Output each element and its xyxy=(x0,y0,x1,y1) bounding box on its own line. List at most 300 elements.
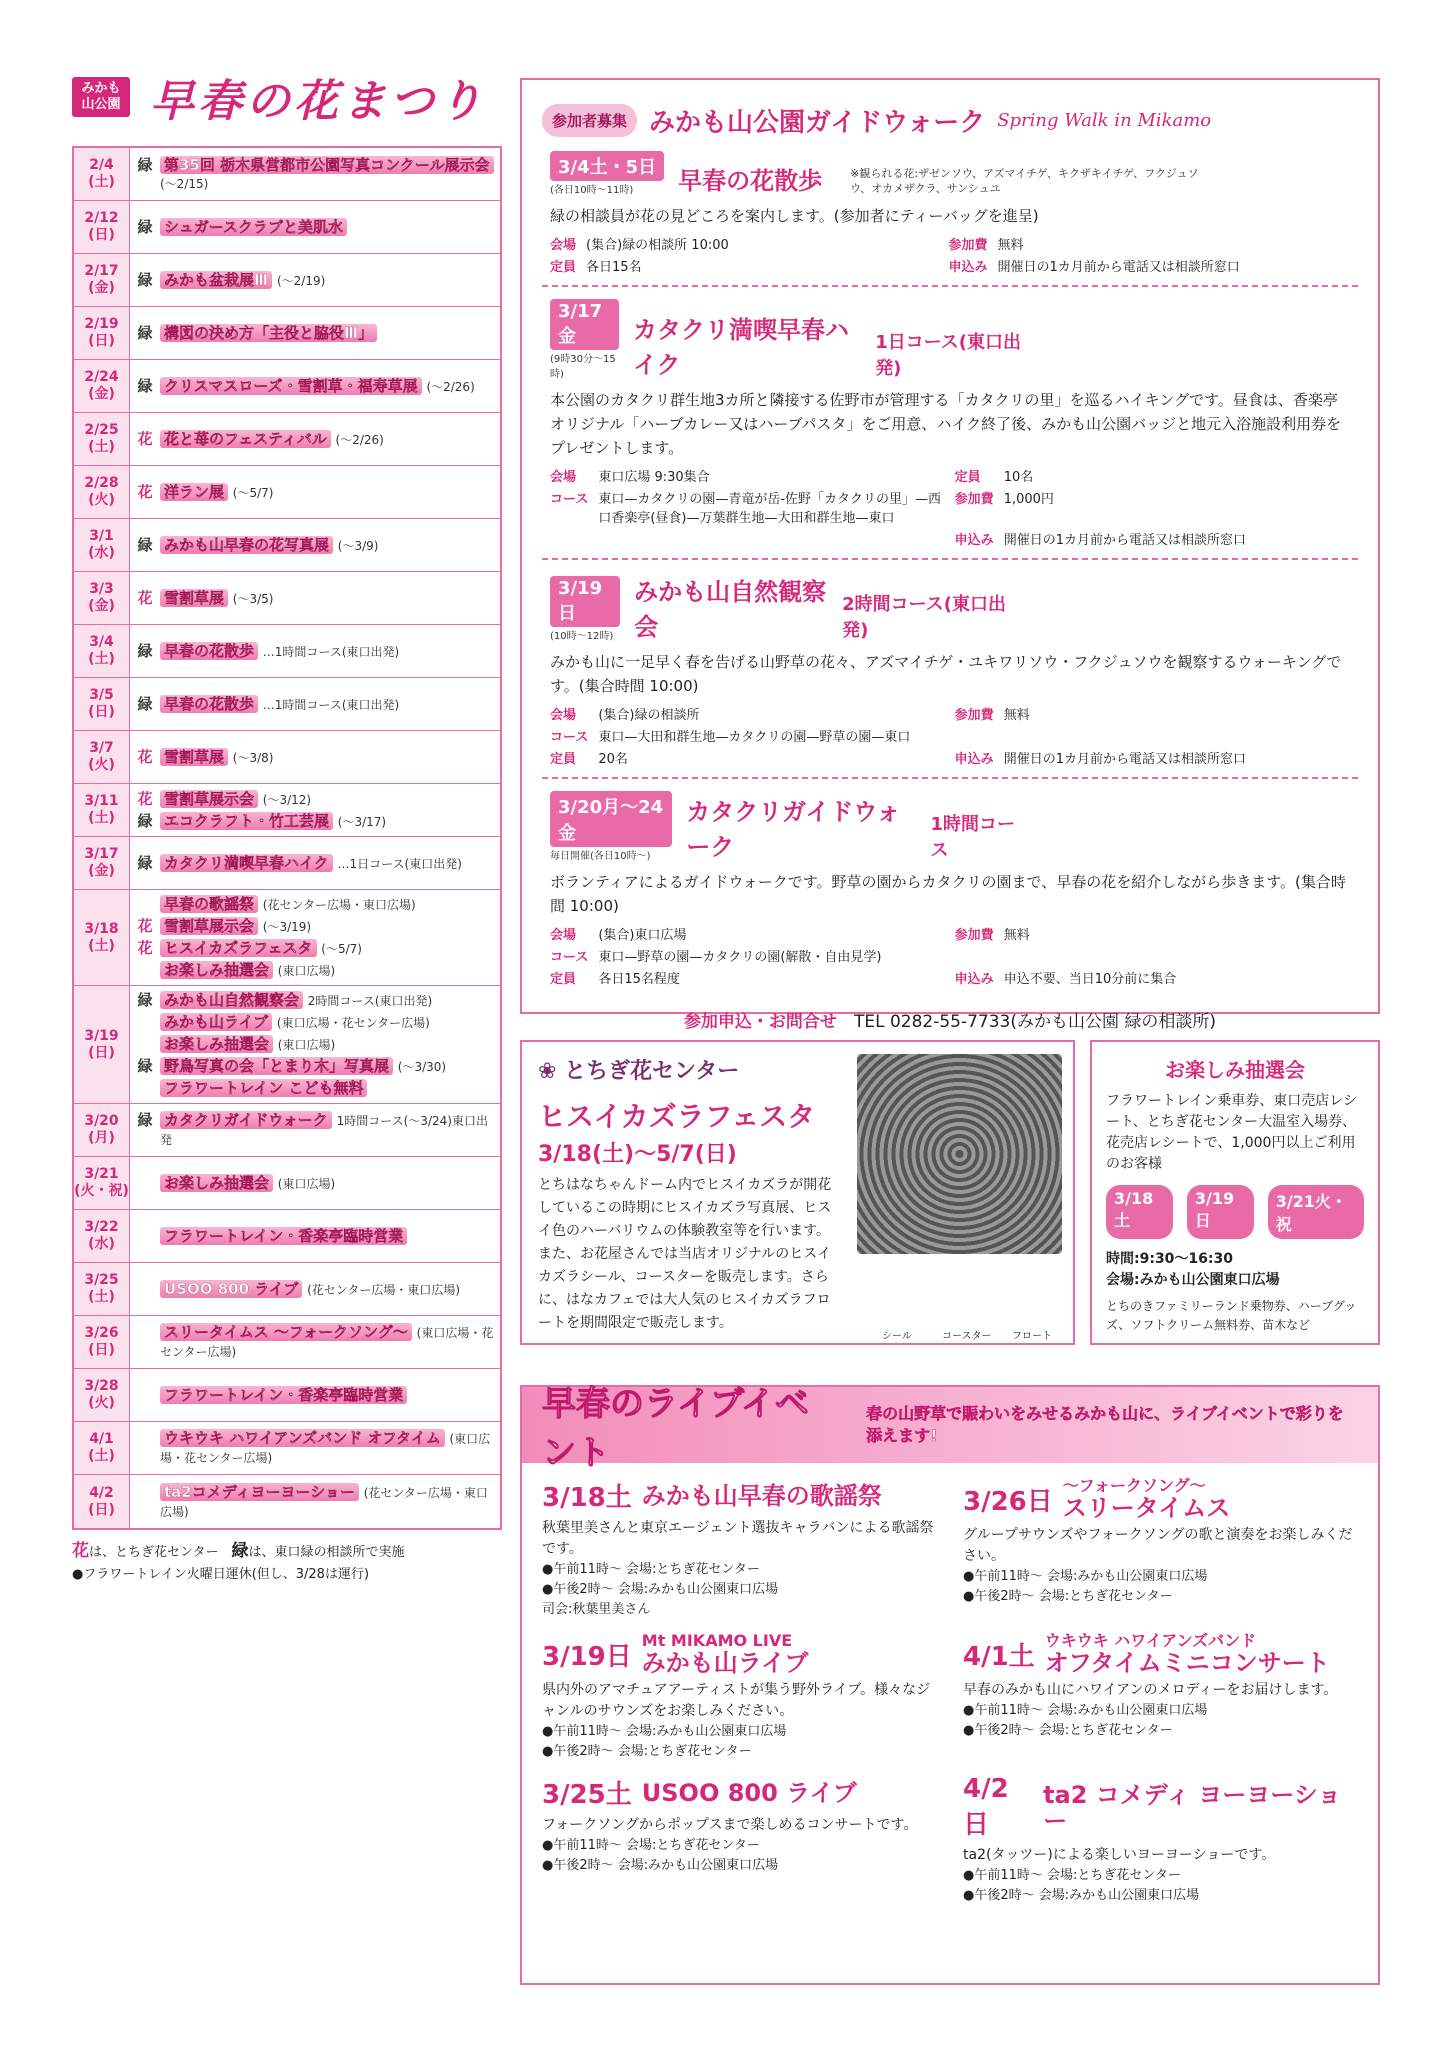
live-header xyxy=(522,1384,1378,1473)
live-event-name: ta2 コメディ ヨーヨーショー xyxy=(1043,1780,1342,1835)
live-event-description: 早春のみかも山にハワイアンのメロディーをお届けします。 xyxy=(963,1682,1338,1698)
event-note: …1日コース(東口出発) xyxy=(337,856,462,871)
walk-info-cell: 申込不要、当日10分前に集合 xyxy=(1003,972,1177,987)
schedule-events xyxy=(130,731,500,783)
venue-mark: 花 xyxy=(137,482,153,501)
walk-info-cell xyxy=(1004,726,1350,745)
event-text xyxy=(160,1079,367,1098)
schedule-row xyxy=(74,519,500,572)
event-note: 2時間コース(東口出発) xyxy=(307,994,433,1008)
event-name: ta2コメディヨーヨーショー xyxy=(160,1483,359,1501)
walk-info-cell: 申込み xyxy=(954,752,994,767)
walk-info-cell: 会場 xyxy=(550,470,577,485)
live-event xyxy=(963,1632,1358,1762)
schedule-row xyxy=(74,1104,500,1157)
schedule-event xyxy=(136,790,496,809)
walk-header xyxy=(550,151,1350,196)
walk-info-cell: (集合)緑の相談所 xyxy=(598,708,700,723)
schedule-event xyxy=(136,1429,496,1467)
schedule-event xyxy=(136,961,496,980)
schedule-event xyxy=(136,1227,496,1246)
schedule-date: 3/3 (金) xyxy=(74,572,130,624)
event-note: 1時間コース(〜3/24)東口出発 xyxy=(160,1114,488,1147)
schedule-row xyxy=(74,1475,500,1528)
event-name: フラワートレイン・香楽亭臨時営業 xyxy=(160,1227,407,1245)
caption-float: フロート xyxy=(1012,1331,1052,1342)
event-text xyxy=(160,324,377,343)
lottery-box xyxy=(1090,1040,1380,1345)
live-event-header xyxy=(963,1477,1358,1521)
walk-header xyxy=(550,572,1350,642)
event-text xyxy=(160,1227,407,1246)
event-name: 早春の花散歩 xyxy=(160,695,258,713)
walk-info-cell: 無料 xyxy=(997,238,1024,253)
schedule-events xyxy=(130,413,500,465)
walk-date-block xyxy=(550,299,619,380)
schedule-row xyxy=(74,1157,500,1210)
schedule-date: 3/26 (日) xyxy=(74,1316,130,1368)
event-name: 早春の歌謡祭 xyxy=(160,895,258,913)
event-text xyxy=(160,642,399,661)
lottery-title: お楽しみ抽選会 xyxy=(1165,1058,1305,1082)
walk-info-cell: 1,000円 xyxy=(1003,492,1054,507)
event-name: 雪割草展示会 xyxy=(160,790,258,808)
schedule-event xyxy=(136,218,496,237)
walk-description: 本公園のカタクリ群生地3カ所と隣接する佐野市が管理する「カタクリの里」を巡るハイキングです。昼食は、香楽亭オリジナル「ハーブカレー又はハーブパスタ」をご用意、ハイク終了後、みかも山公園バッジと地元入浴施設利用券をプレゼントします。 xyxy=(550,391,1342,457)
event-text xyxy=(160,812,386,831)
schedule-row xyxy=(74,1210,500,1263)
walk-header xyxy=(550,299,1350,380)
walk-time: 毎日開催(各日10時〜) xyxy=(550,851,651,862)
live-event-description: フォークソングからポップスまで楽しめるコンサートです。 xyxy=(542,1817,918,1833)
event-name: ウキウキ ハワイアンズバンド オフタイム xyxy=(160,1429,445,1447)
schedule-row xyxy=(74,201,500,254)
lottery-dates xyxy=(1106,1185,1364,1239)
event-text xyxy=(160,1323,496,1361)
schedule-event xyxy=(136,1079,496,1098)
schedule-event xyxy=(136,1174,496,1193)
schedule-row xyxy=(74,254,500,307)
live-event-name: USOO 800 ライブ xyxy=(641,1778,857,1807)
walk-info-cell: 各日15名程度 xyxy=(598,972,680,987)
walk-info xyxy=(550,234,1350,275)
live-event-time: ●午後2時〜 会場:とちぎ花センター xyxy=(963,1589,1173,1604)
event-name: カタクリ満喫早春ハイク xyxy=(160,854,333,872)
event-text xyxy=(160,1280,460,1299)
event-note: (〜3/8) xyxy=(232,750,274,765)
schedule-event xyxy=(136,271,496,290)
event-text xyxy=(160,483,273,502)
walk-item xyxy=(542,139,1358,287)
schedule-event xyxy=(136,939,496,958)
schedule-row xyxy=(74,307,500,360)
event-note: (花センター広場・東口広場) xyxy=(262,898,416,912)
schedule-row xyxy=(74,837,500,890)
event-name: 花と苺のフェスティバル xyxy=(160,430,331,448)
schedule-events xyxy=(130,519,500,571)
event-text xyxy=(160,1111,496,1149)
live-event-names xyxy=(1063,1477,1231,1521)
schedule-event xyxy=(136,991,496,1010)
schedule-date: 4/2 (日) xyxy=(74,1475,130,1528)
schedule-row xyxy=(74,360,500,413)
event-note: (〜3/17) xyxy=(337,814,387,829)
schedule-date: 3/7 (火) xyxy=(74,731,130,783)
midori-legend: は、東口緑の相談所で実施 xyxy=(248,1545,405,1560)
live-event-date: 4/1土 xyxy=(963,1641,1035,1672)
walk-date: 3/19日 xyxy=(550,576,620,627)
schedule-event xyxy=(136,589,496,608)
live-event xyxy=(963,1774,1358,1906)
schedule-events xyxy=(130,625,500,677)
walk-title: みかも山自然観察会 xyxy=(634,578,827,641)
caption-coaster: コースター xyxy=(942,1331,992,1342)
live-event xyxy=(542,1477,937,1620)
event-name: お楽しみ抽選会 xyxy=(160,1035,273,1053)
schedule-row xyxy=(74,1263,500,1316)
live-event-date: 3/26日 xyxy=(963,1486,1053,1517)
schedule-date: 2/17 (金) xyxy=(74,254,130,306)
schedule-date: 3/28 (火) xyxy=(74,1369,130,1421)
event-text xyxy=(160,1057,446,1076)
event-note: (〜3/5) xyxy=(232,591,274,606)
schedule-events xyxy=(130,1475,500,1528)
live-event-time: ●午後2時〜 会場:みかも山公園東口広場 xyxy=(542,1582,779,1597)
schedule-event xyxy=(136,324,496,343)
event-text xyxy=(160,961,335,980)
event-note: (〜3/19) xyxy=(262,920,312,934)
walk-date: 3/17金 xyxy=(550,299,619,350)
event-text xyxy=(160,917,311,936)
event-text xyxy=(160,536,378,555)
schedule-event xyxy=(136,1035,496,1054)
event-name: シュガースクラブと美肌水 xyxy=(160,218,347,236)
schedule-event xyxy=(136,748,496,767)
live-event-name: みかも山ライブ xyxy=(641,1649,809,1677)
event-name: みかも盆栽展Ⅲ xyxy=(160,271,272,289)
schedule-events xyxy=(130,1210,500,1262)
event-note: (〜2/26) xyxy=(426,379,475,394)
schedule-events xyxy=(130,837,500,889)
live-event-time: ●午後2時〜 会場:みかも山公園東口広場 xyxy=(963,1888,1200,1903)
live-subtitle: 春の山野草で賑わいをみせるみかも山に、ライブイベントで彩りを添えます! xyxy=(866,1404,1344,1445)
walk-title: カタクリ満喫早春ハイク xyxy=(632,316,849,379)
event-text xyxy=(160,377,475,396)
schedule-row xyxy=(74,1422,500,1475)
schedule-events xyxy=(130,572,500,624)
venue-mark: 緑 xyxy=(137,641,153,660)
live-event-grid xyxy=(522,1463,1378,1932)
schedule-event xyxy=(136,1057,496,1076)
walk-info xyxy=(550,704,1350,767)
event-note: (花センター広場・東口広場) xyxy=(307,1282,461,1297)
schedule-event xyxy=(136,1013,496,1032)
schedule-events xyxy=(130,1316,500,1368)
venue-mark: 緑 xyxy=(137,694,153,713)
walk-info-cell: 会場 xyxy=(550,928,577,943)
live-event-name: オフタイムミニコンサート xyxy=(1044,1649,1330,1677)
schedule-events xyxy=(130,466,500,518)
event-text xyxy=(160,790,311,809)
event-name: 早春の花散歩 xyxy=(160,642,258,660)
event-text xyxy=(160,589,273,608)
walk-date: 3/20月〜24金 xyxy=(550,791,672,847)
walk-info-cell: 20名 xyxy=(598,752,628,767)
lottery-info xyxy=(1106,1249,1364,1291)
event-text xyxy=(160,895,416,914)
schedule-event xyxy=(136,895,496,914)
live-event xyxy=(963,1477,1358,1620)
lottery-date: 3/18土 xyxy=(1106,1185,1173,1239)
event-name: みかも山ライブ xyxy=(160,1013,272,1031)
schedule-date: 2/25 (土) xyxy=(74,413,130,465)
hana-legend: は、とちぎ花センター xyxy=(89,1545,219,1560)
live-event-time: ●午前11時〜 会場:みかも山公園東口広場 xyxy=(542,1724,787,1739)
live-event-names xyxy=(642,1483,882,1509)
venue-mark: 緑 xyxy=(137,155,153,174)
event-text xyxy=(160,1483,496,1521)
event-text xyxy=(160,430,384,449)
walk-info-cell xyxy=(1004,946,1350,965)
live-event-time: ●午後2時〜 会場:とちぎ花センター xyxy=(963,1723,1173,1738)
event-note: (〜3/12) xyxy=(262,792,312,807)
train-note: ●フラワートレイン火曜日運休(但し、3/28は運行) xyxy=(72,1567,370,1582)
caption-sticker: シール xyxy=(882,1331,912,1342)
event-name: みかも山自然観察会 xyxy=(160,991,303,1009)
event-note: (〜2/26) xyxy=(335,432,384,447)
schedule-date: 3/5 (日) xyxy=(74,678,130,730)
live-title: 早春のライブイベント xyxy=(542,1384,809,1473)
fes-description: とちはなちゃんドーム内でヒスイカズラが開花しているこの時期にヒスイカズラ写真展、ヒスイ色のハーバリウムの体験教室等を行います。また、お花屋さんでは当店オリジナルのヒスイカズラシール、コースターを販売します。さらに、はなカフェでは大人気のヒスイカズラフロートを期間限定で販売します。 xyxy=(538,1177,832,1331)
event-note: (〜2/19) xyxy=(276,273,326,288)
legend xyxy=(72,1540,502,1586)
live-event-header xyxy=(963,1774,1358,1841)
event-text xyxy=(160,1035,335,1054)
event-name: エコクラフト・竹工芸展 xyxy=(160,812,333,830)
guide-walk-section xyxy=(520,78,1380,1032)
jade-vine-photo xyxy=(857,1054,1062,1254)
schedule-date: 4/1 (土) xyxy=(74,1422,130,1474)
event-note: (東口広場) xyxy=(277,964,336,978)
schedule-event xyxy=(136,156,496,193)
schedule-date: 3/11 (土) xyxy=(74,784,130,836)
walk-info-cell: 東口—野草の園—カタクリの園(解散・自由見学) xyxy=(598,950,882,965)
walk-item xyxy=(542,560,1358,779)
live-event-time: ●午前11時〜 会場:とちぎ花センター xyxy=(963,1868,1181,1883)
schedule-event xyxy=(136,917,496,936)
event-note: (〜5/7) xyxy=(232,485,274,500)
schedule-events xyxy=(130,254,500,306)
live-event-names xyxy=(1045,1632,1330,1676)
live-event-names xyxy=(642,1632,809,1676)
event-name: 野鳥写真の会「とまり木」写真展 xyxy=(160,1057,393,1075)
event-schedule xyxy=(72,146,502,1530)
schedule-events xyxy=(130,201,500,253)
walk-info xyxy=(550,466,1350,548)
venue-mark: 緑 xyxy=(137,991,153,1009)
event-text xyxy=(160,1386,407,1405)
live-event-header xyxy=(542,1477,937,1514)
event-note: (〜3/30) xyxy=(397,1060,447,1074)
live-event xyxy=(542,1774,937,1906)
walk-info-cell: 開催日の1カ月前から電話又は相談所窓口 xyxy=(1003,533,1246,548)
schedule-event xyxy=(136,1323,496,1361)
walk-info-cell: 東口—大田和群生地—カタクリの園—野草の園—東口 xyxy=(598,730,911,745)
schedule-event xyxy=(136,377,496,396)
venue-mark: 緑 xyxy=(137,217,153,236)
schedule-event xyxy=(136,812,496,831)
live-events-section xyxy=(520,1385,1380,1985)
event-note: (花センター広場・東口広場) xyxy=(160,1485,488,1519)
venue-mark: 花 xyxy=(137,789,153,808)
event-name: お楽しみ抽選会 xyxy=(160,961,273,979)
venue-mark: 花 xyxy=(137,747,153,766)
walk-info-cell: 申込み xyxy=(948,260,988,275)
schedule-event xyxy=(136,1483,496,1521)
schedule-date: 3/22 (水) xyxy=(74,1210,130,1262)
schedule-events xyxy=(130,1263,500,1315)
walk-time: (各日10時〜11時) xyxy=(550,185,634,196)
live-event-date: 4/2日 xyxy=(963,1774,1009,1840)
live-event-time: ●午後2時〜 会場:とちぎ花センター xyxy=(542,1744,752,1759)
event-note: (東口広場・花センター広場) xyxy=(160,1326,494,1359)
schedule-date: 3/21 (火・祝) xyxy=(74,1157,130,1209)
venue-mark: 緑 xyxy=(137,376,153,395)
event-name: 雪割草展 xyxy=(160,589,228,607)
lottery-place: 会場:みかも山公園東口広場 xyxy=(1106,1272,1280,1288)
walk-title: カタクリガイドウォーク xyxy=(686,798,901,861)
event-note: (〜2/15) xyxy=(160,176,209,191)
flower-center-name: とちぎ花センター xyxy=(564,1059,740,1084)
event-text xyxy=(160,939,362,958)
walk-date: 3/4土・5日 xyxy=(550,151,664,181)
venue-mark: 緑 xyxy=(137,535,153,554)
schedule-events xyxy=(130,1422,500,1474)
walk-info-cell: 参加費 xyxy=(948,238,988,253)
event-name: 雪割草展示会 xyxy=(160,917,258,935)
walk-info-cell: (集合)東口広場 xyxy=(598,928,687,943)
walk-info-cell xyxy=(955,946,994,965)
live-event-name: スリータイムス xyxy=(1062,1494,1231,1522)
event-name: ヒスイカズラフェスタ xyxy=(160,939,317,957)
live-event-time: ●午前11時〜 会場:みかも山公園東口広場 xyxy=(963,1569,1208,1584)
event-note: (東口広場) xyxy=(277,1176,336,1191)
walk-date-block xyxy=(550,576,620,642)
live-event-names xyxy=(642,1780,857,1806)
event-text xyxy=(160,156,496,193)
event-name: スリータイムス 〜フォークソング〜 xyxy=(160,1323,412,1341)
schedule-row xyxy=(74,1369,500,1422)
flower-center-box xyxy=(520,1040,1075,1345)
walk-course: 2時間コース(東口出発) xyxy=(842,594,1006,641)
live-event-date: 3/25土 xyxy=(542,1780,632,1810)
schedule-date: 2/24 (金) xyxy=(74,360,130,412)
schedule-events xyxy=(130,986,500,1103)
event-text xyxy=(160,748,273,767)
schedule-events xyxy=(130,784,500,836)
walk-info-cell: 定員 xyxy=(550,260,577,275)
walk-info-cell: 定員 xyxy=(550,752,577,767)
live-event-subtitle: ウキウキ ハワイアンズバンド xyxy=(1044,1631,1257,1650)
live-event-header xyxy=(542,1774,937,1811)
walk-info-cell: 会場 xyxy=(550,238,577,253)
walk-info-cell xyxy=(598,529,944,548)
event-text xyxy=(160,1174,335,1193)
live-event-time: ●午後2時〜 会場:みかも山公園東口広場 xyxy=(542,1858,779,1873)
schedule-event xyxy=(136,483,496,502)
venue-mark: 緑 xyxy=(137,811,153,830)
event-text xyxy=(160,271,325,290)
event-name: お楽しみ抽選会 xyxy=(160,1174,273,1192)
guide-title: みかも山公園ガイドウォーク xyxy=(649,108,986,138)
guide-contact xyxy=(542,1007,1358,1032)
live-event-description: 秋葉里美さんと東京エージェント選抜キャラバンによる歌謡祭です。 xyxy=(542,1520,934,1557)
event-note: …1時間コース(東口出発) xyxy=(262,697,400,712)
event-name: みかも山早春の花写真展 xyxy=(160,536,333,554)
event-note: (〜5/7) xyxy=(321,942,362,956)
walk-flowers: ※観られる花:ザゼンソウ、アズマイチゲ、キクザキイチゲ、フクジュソウ、オカメザクラ、サンシュユ xyxy=(850,167,1199,195)
schedule-column xyxy=(72,62,502,1586)
event-name: カタクリガイドウォーク xyxy=(160,1111,332,1129)
live-event-time: ●午前11時〜 会場:とちぎ花センター xyxy=(542,1562,760,1577)
walk-info-cell: 定員 xyxy=(550,972,577,987)
venue-mark: 花 xyxy=(137,939,153,957)
schedule-date: 2/28 (火) xyxy=(74,466,130,518)
lottery-time: 時間:9:30〜16:30 xyxy=(1106,1251,1233,1267)
fes-period: 3/18(土)〜5/7(日) xyxy=(538,1142,737,1167)
live-event-name: みかも山早春の歌謡祭 xyxy=(641,1481,882,1510)
festival-header xyxy=(72,62,502,132)
live-event xyxy=(542,1632,937,1762)
schedule-row xyxy=(74,731,500,784)
event-text xyxy=(160,991,432,1010)
venue-mark: 緑 xyxy=(137,1111,153,1129)
live-event-date: 3/18土 xyxy=(542,1483,632,1513)
live-event-description: ta2(タッツー)による楽しいヨーヨーショーです。 xyxy=(963,1847,1276,1863)
walk-time: (9時30分〜15時) xyxy=(550,354,616,380)
walk-course: 1日コース(東口出発) xyxy=(875,332,1022,379)
schedule-date: 3/25 (土) xyxy=(74,1263,130,1315)
schedule-date: 3/1 (水) xyxy=(74,519,130,571)
walk-info-cell: コース xyxy=(550,730,589,745)
live-event-subtitle: Mt MIKAMO LIVE xyxy=(641,1631,793,1650)
schedule-date: 2/4 (土) xyxy=(74,148,130,200)
guide-header xyxy=(542,102,1358,139)
event-name: フラワートレイン・香楽亭臨時営業 xyxy=(160,1386,407,1404)
walk-info-cell: 10名 xyxy=(1003,470,1034,485)
schedule-event xyxy=(136,430,496,449)
live-event-time: ●午前11時〜 会場:みかも山公園東口広場 xyxy=(963,1703,1208,1718)
walk-date-block xyxy=(550,791,672,862)
hana-mark: 花 xyxy=(72,1541,89,1561)
live-event-time: ●午前11時〜 会場:とちぎ花センター xyxy=(542,1838,760,1853)
schedule-event xyxy=(136,1280,496,1299)
walk-header xyxy=(550,791,1350,862)
schedule-row xyxy=(74,784,500,837)
schedule-date: 3/18 (土) xyxy=(74,890,130,985)
venue-mark: 花 xyxy=(137,429,153,448)
lottery-prizes: とちのきファミリーランド乗物券、ハーブグッズ、ソフトクリーム無料券、苗木など xyxy=(1106,1299,1357,1332)
flower-center-logo: ❀ とちぎ花センター xyxy=(538,1059,740,1084)
walk-info-cell: 開催日の1カ月前から電話又は相談所窓口 xyxy=(997,260,1240,275)
walk-info-cell: 各日15名 xyxy=(586,260,642,275)
event-note: …1時間コース(東口出発) xyxy=(262,644,400,659)
contact-tel: TEL 0282-55-7733(みかも山公園 緑の相談所) xyxy=(853,1012,1217,1032)
walk-course: 1時間コース xyxy=(930,814,1016,861)
walk-info-cell: 申込み xyxy=(954,533,994,548)
walk-date-block xyxy=(550,151,664,196)
schedule-events xyxy=(130,307,500,359)
